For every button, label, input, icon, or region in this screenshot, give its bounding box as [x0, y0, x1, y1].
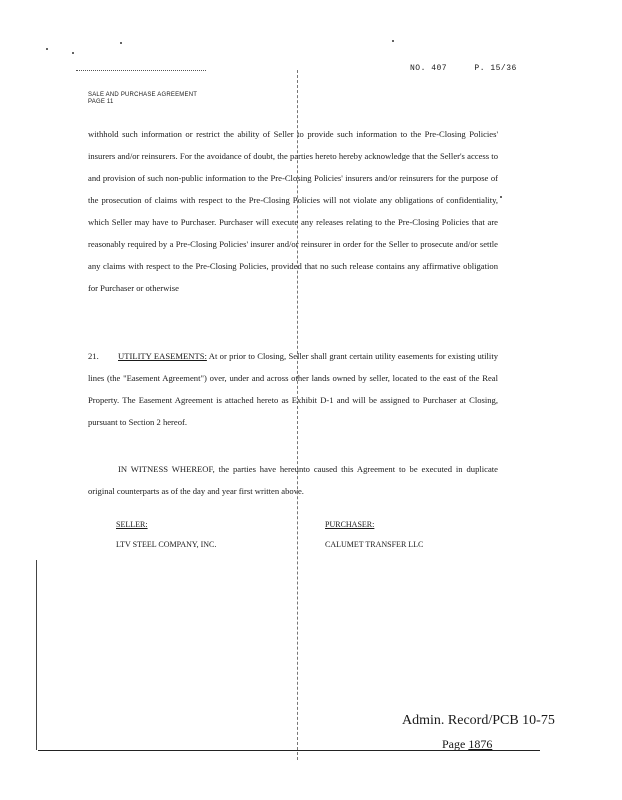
scan-speck [46, 48, 48, 50]
bottom-rule [38, 750, 540, 751]
purchaser-name: CALUMET TRANSFER LLC [325, 540, 424, 549]
page-label: Page [442, 737, 466, 751]
section-heading: UTILITY EASEMENTS: [118, 351, 207, 361]
witness-text [88, 458, 498, 502]
left-margin-line [36, 560, 37, 750]
fax-page: P. 15/36 [474, 64, 517, 73]
paragraph-continuation [88, 123, 498, 299]
page-number: 1876 [468, 737, 493, 751]
scan-speck [392, 40, 394, 42]
section-body: At or prior to Closing, Seller shall grant certain utility easements for existing utility lines (the "Easement Agreement") over, under and across other lands owned by seller, located to the east of the Real Property. The Easement Agreement is attached hereto as Exhibit D-1 and will be assigned to Purchaser at Closing, pursuant to Section 2 hereof. [88, 351, 499, 427]
fax-header [410, 64, 539, 73]
section-21 [88, 345, 498, 433]
title-line: SALE AND PURCHASE AGREEMENT [88, 92, 198, 98]
fax-number: NO. 407 [410, 64, 448, 73]
seller-label: SELLER: [116, 520, 148, 529]
scan-speck [120, 42, 122, 44]
scan-speck [500, 196, 502, 198]
witness-body: the parties have hereunto caused this Agreement to be executed in duplicate original counterparts as of the day and year first written above. [88, 464, 498, 496]
document-title [88, 92, 197, 106]
fax-dotted-rule [76, 70, 206, 71]
purchaser-label: PURCHASER: [325, 520, 375, 529]
witness-lead: IN WITNESS WHEREOF, [118, 464, 215, 474]
witness-clause [88, 458, 498, 502]
section-number: 21. [88, 351, 99, 361]
seller-name: LTV STEEL COMPANY, INC. [116, 540, 217, 549]
admin-record-stamp: Admin. Record/PCB 10-75 [402, 713, 555, 728]
section-21-text [88, 345, 498, 433]
title-page: PAGE 11 [88, 99, 114, 105]
scan-speck [72, 52, 74, 54]
paragraph-text: withhold such information or restrict the ability of Seller to provide such information to the Pre-Closing Policies' insurers and/or reinsurers. For the avoidance of doubt, the parties hereto hereby acknowledge that the Seller's access to and provision of such non-public information to the Pre-Closing Policies' insurers and/or reinsurers for the purpose of the prosecution of claims with respect to the Pre-Closing Policies will not violate any obligations of confidentiality, which Seller may have to Purchaser. Purchaser will execute any releases relating to the Pre-Closing Policies that are reasonably required by a Pre-Closing Policies' insurer and/or reinsurer in order for the Seller to prosecute and/or settle any claims with respect to the Pre-Closing Policies, provided that no such release contains any affirmative obligation for Purchaser or otherwise [88, 129, 498, 293]
